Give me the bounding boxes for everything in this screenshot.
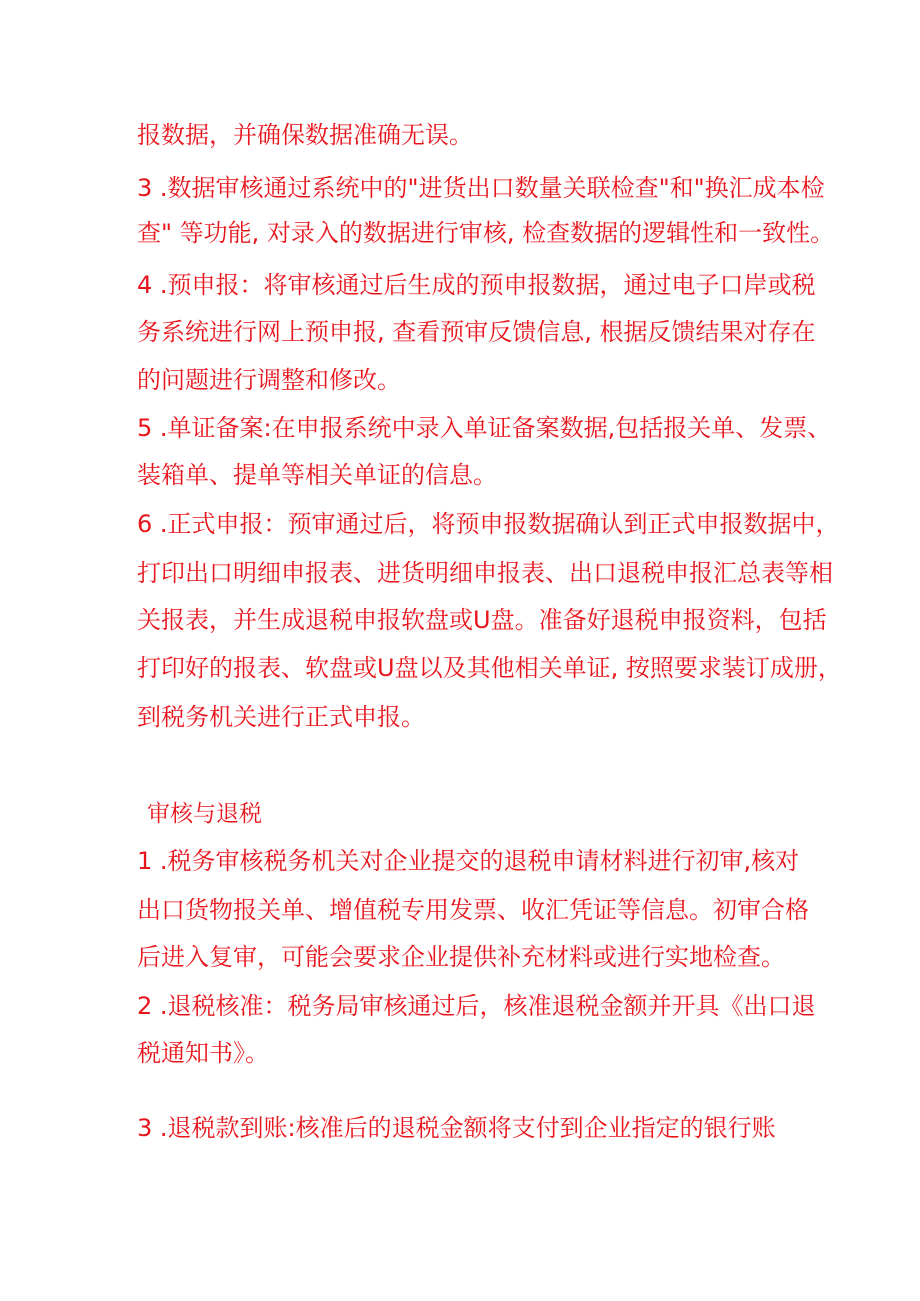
section-heading: 审核与退税: [147, 801, 262, 827]
text-line: 2 .退税核准：税务局审核通过后，核准退税金额并开具《出口退: [137, 992, 816, 1020]
text-line: 4 .预申报：将审核通过后生成的预申报数据，通过电子口岸或税: [137, 271, 816, 299]
text-line: 务系统进行网上预申报, 查看预审反馈信息, 根据反馈结果对存在: [137, 318, 816, 346]
text-line: 出口货物报关单、增值税专用发票、收汇凭证等信息。初审合格: [137, 896, 809, 924]
text-line: 到税务机关进行正式申报。: [137, 703, 425, 731]
text-line: 3 .退税款到账:核准后的退税金额将支付到企业指定的银行账: [137, 1114, 776, 1142]
text-line: 关报表，并生成退税申报软盘或U盘。准备好退税申报资料，包括: [137, 606, 827, 634]
text-line: 税通知书》。: [137, 1039, 269, 1067]
text-line: 打印好的报表、软盘或U盘以及其他相关单证, 按照要求装订成册，: [137, 654, 842, 682]
text-line: 打印出口明细申报表、进货明细申报表、出口退税申报汇总表等相: [137, 559, 833, 587]
text-line: 的问题进行调整和修改。: [137, 366, 401, 394]
text-line: 1 .税务审核税务机关对企业提交的退税申请材料进行初审,核对: [137, 847, 800, 875]
text-line: 报数据，并确保数据准确无误。: [137, 121, 473, 149]
text-line: 查" 等功能, 对录入的数据进行审核, 检查数据的逻辑性和一致性。: [137, 219, 835, 247]
text-line: 装箱单、提单等相关单证的信息。: [137, 461, 497, 489]
text-line: 3 .数据审核通过系统中的"进货出口数量关联检查"和"换汇成本检: [137, 174, 825, 202]
text-line: 后进入复审，可能会要求企业提供补充材料或进行实地检查。: [137, 943, 785, 971]
text-line: 5 .单证备案:在申报系统中录入单证备案数据,包括报关单、发票、: [137, 414, 832, 442]
text-line: 6 .正式申报：预审通过后，将预申报数据确认到正式申报数据中，: [137, 510, 840, 538]
